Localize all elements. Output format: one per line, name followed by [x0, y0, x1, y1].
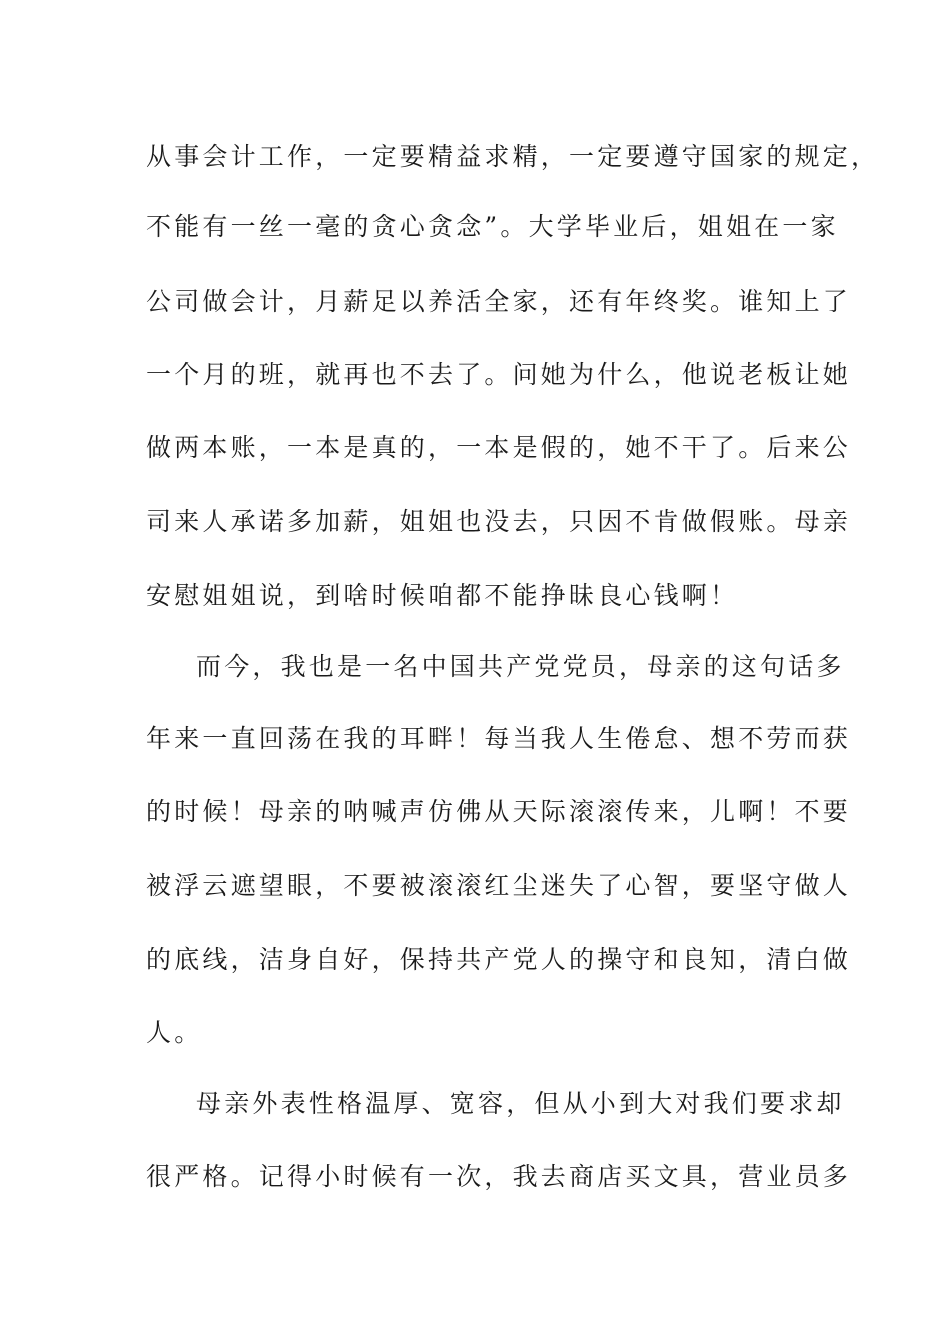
text-line: 人。 — [146, 1018, 203, 1047]
text-line: 的时候！母亲的呐喊声仿佛从天际滚滚传来，儿啊！不要 — [146, 797, 852, 826]
paragraph-first-line: 而今，我也是一名中国共产党党员，母亲的这句话多 — [196, 652, 845, 681]
text-line: 做两本账，一本是真的，一本是假的，她不干了。后来公 — [146, 433, 852, 462]
text-line: 公司做会计，月薪足以养活全家，还有年终奖。谁知上了 — [146, 287, 852, 316]
text-line: 司来人承诺多加薪，姐姐也没去，只因不肯做假账。母亲 — [146, 507, 852, 536]
text-line: 被浮云遮望眼，不要被滚滚红尘迷失了心智，要坚守做人 — [146, 871, 852, 900]
text-line: 不能有一丝一毫的贪心贪念”。大学毕业后，姐姐在一家 — [146, 212, 839, 241]
paragraph-first-line: 母亲外表性格温厚、宽容，但从小到大对我们要求却 — [196, 1089, 845, 1118]
text-line: 一个月的班，就再也不去了。问她为什么，他说老板让她 — [146, 360, 852, 389]
text-line: 从事会计工作，一定要精益求精，一定要遵守国家的规定， — [146, 142, 880, 171]
text-line: 年来一直回荡在我的耳畔！每当我人生倦怠、想不劳而获 — [146, 724, 852, 753]
text-line: 的底线，洁身自好，保持共产党人的操守和良知，清白做 — [146, 945, 852, 974]
text-line: 很严格。记得小时候有一次，我去商店买文具，营业员多 — [146, 1162, 852, 1191]
text-line: 安慰姐姐说，到啥时候咱都不能挣昧良心钱啊！ — [146, 581, 739, 610]
